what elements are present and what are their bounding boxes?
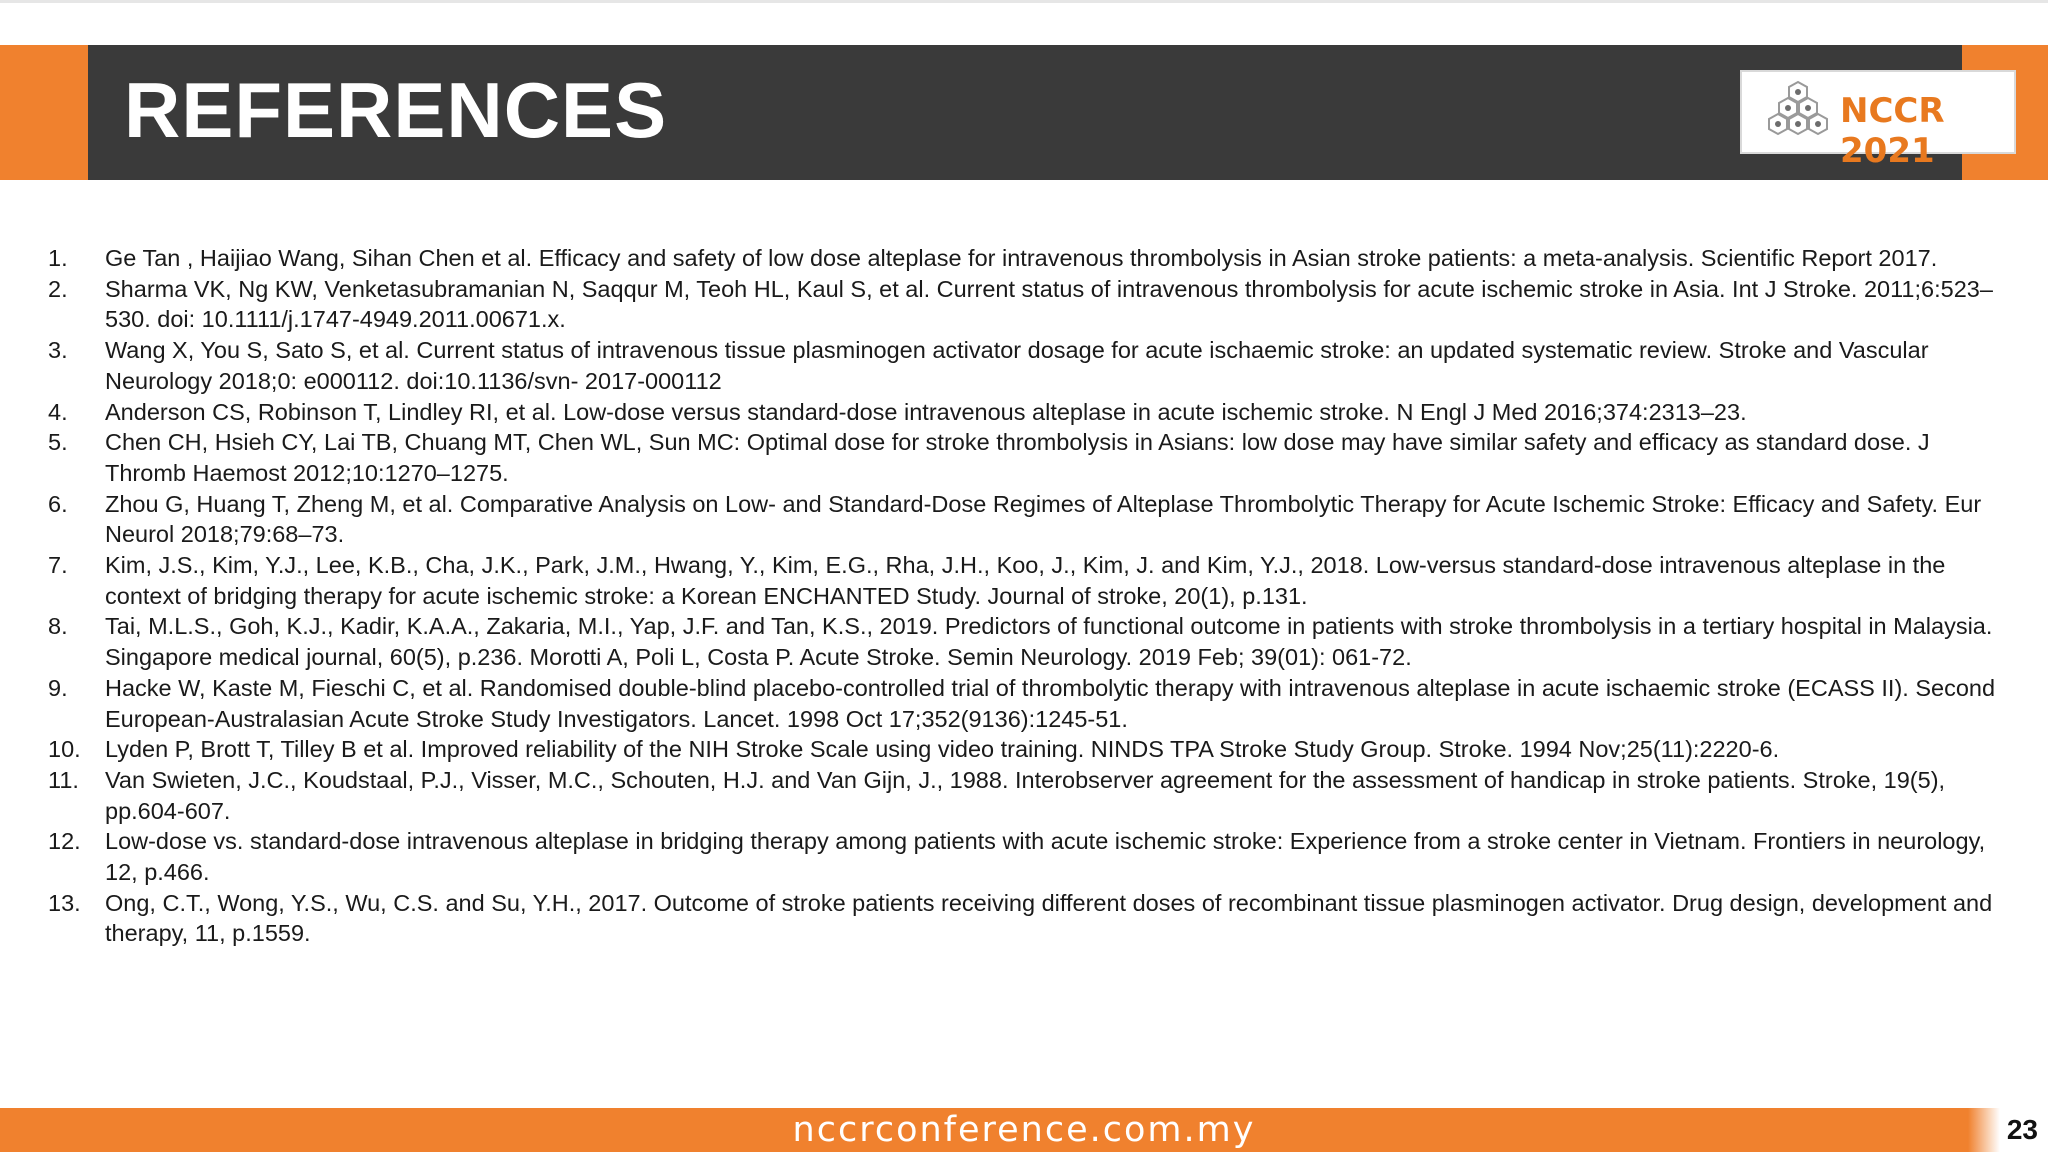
reference-text: Hacke W, Kaste M, Fieschi C, et al. Randomised double-blind placebo-controlled trial of thrombolytic therapy with intravenous alteplase in acute ischaemic stroke (ECASS II). Second European-Australasian Acute Stroke Study Investigators. Lancet. 1998 Oct 17;352(9136):1245-51. bbox=[105, 674, 1996, 732]
reference-item bbox=[0, 826, 2048, 887]
page-number-box bbox=[1968, 1108, 2048, 1152]
footer-url: nccrconference.com.my bbox=[792, 1110, 1256, 1150]
title-bar bbox=[88, 45, 1962, 180]
reference-item bbox=[0, 673, 2048, 734]
reference-number: 1. bbox=[48, 245, 68, 271]
reference-number: 12. bbox=[48, 828, 81, 855]
reference-item bbox=[0, 427, 2048, 488]
reference-number: 9. bbox=[48, 674, 68, 701]
reference-text: Sharma VK, Ng KW, Venketasubramanian N, Saqqur M, Teoh HL, Kaul S, et al. Current status of intravenous thrombolysis for acute ischemic stroke in Asia. Int J Stroke. 2011;6:523–530. doi: 10.1111/j.1747-4949.2011.00671.x. bbox=[105, 275, 1993, 333]
reference-number: 7. bbox=[48, 552, 68, 579]
reference-item bbox=[0, 734, 2048, 765]
reference-number: 5. bbox=[48, 429, 68, 456]
top-rule bbox=[0, 0, 2048, 3]
reference-item bbox=[0, 611, 2048, 672]
reference-item bbox=[0, 489, 2048, 550]
reference-text: Wang X, You S, Sato S, et al. Current status of intravenous tissue plasminogen activator dosage for acute ischaemic stroke: an updated systematic review. Stroke and Vascular Neurology 2018;0: e000112. doi:10.1136/svn- 2017-000112 bbox=[105, 337, 1929, 394]
reference-text: Tai, M.L.S., Goh, K.J., Kadir, K.A.A., Zakaria, M.I., Yap, J.F. and Tan, K.S., 2019. Predictors of functional outcome in patients with stroke thrombolysis in a tertiary hospital in Malaysia. Singapore medical journal, 60(5), p.236. Morotti A, Poli L, Costa P. Acute Stroke. Semin Neurology. 2019 Feb; 39(01): 061-72. bbox=[105, 613, 1993, 671]
reference-item bbox=[0, 397, 2048, 428]
reference-item bbox=[0, 888, 2048, 949]
reference-text: Van Swieten, J.C., Koudstaal, P.J., Visser, M.C., Schouten, H.J. and Van Gijn, J., 1988. Interobserver agreement for the assessment of handicap in stroke patients. Stroke, 19(5), pp.604-607. bbox=[105, 766, 1946, 824]
reference-list bbox=[0, 243, 2048, 949]
reference-number: 6. bbox=[48, 490, 68, 517]
reference-item bbox=[0, 335, 2048, 396]
reference-item bbox=[0, 550, 2048, 611]
reference-text: Chen CH, Hsieh CY, Lai TB, Chuang MT, Chen WL, Sun MC: Optimal dose for stroke thrombolysis in Asians: low dose may have similar safety and efficacy as standard dose. J Thromb Haemost 2012;10:1270–1275. bbox=[105, 429, 1930, 486]
reference-number: 10. bbox=[48, 736, 81, 763]
reference-number: 3. bbox=[48, 337, 68, 364]
reference-text: Low-dose vs. standard-dose intravenous alteplase in bridging therapy among patients with acute ischemic stroke: Experience from a stroke center in Vietnam. Frontiers in neurology, 12, p.466. bbox=[105, 828, 1986, 886]
reference-number: 11. bbox=[48, 766, 79, 793]
footer-band bbox=[0, 1108, 2048, 1152]
logo-text: NCCR 2021 bbox=[1840, 91, 1945, 171]
reference-text: Anderson CS, Robinson T, Lindley RI, et al. Low-dose versus standard-dose intravenous alteplase in acute ischemic stroke. N Engl J Med 2016;374:2313–23. bbox=[105, 398, 1747, 425]
reference-item bbox=[0, 243, 2048, 274]
reference-item bbox=[0, 274, 2048, 335]
reference-text: Ge Tan , Haijiao Wang, Sihan Chen et al. Efficacy and safety of low dose alteplase for intravenous thrombolysis in Asian stroke patients: a meta-analysis. Scientific Report 2017. bbox=[105, 245, 1938, 271]
reference-item bbox=[0, 765, 2048, 826]
page-number: 23 bbox=[2006, 1114, 2038, 1145]
reference-text: Ong, C.T., Wong, Y.S., Wu, C.S. and Su, Y.H., 2017. Outcome of stroke patients receiving different doses of recombinant tissue plasminogen activator. Drug design, development and therapy, 11, p.1559. bbox=[105, 889, 1993, 947]
reference-number: 8. bbox=[48, 613, 68, 640]
reference-text: Kim, J.S., Kim, Y.J., Lee, K.B., Cha, J.K., Park, J.M., Hwang, Y., Kim, E.G., Rha, J.H., Koo, J., Kim, J. and Kim, Y.J., 2018. Low-versus standard-dose intravenous alteplase in the context of bridging therapy for acute ischemic stroke: a Korean ENCHANTED Study. Journal of stroke, 20(1), p.131. bbox=[105, 552, 1946, 609]
reference-text: Zhou G, Huang T, Zheng M, et al. Comparative Analysis on Low- and Standard-Dose Regimes of Alteplase Thrombolytic Therapy for Acute Ischemic Stroke: Efficacy and Safety. Eur Neurol 2018;79:68–73. bbox=[105, 490, 1982, 548]
reference-number: 13. bbox=[48, 889, 81, 916]
page-title: REFERENCES bbox=[124, 66, 668, 154]
reference-text: Lyden P, Brott T, Tilley B et al. Improved reliability of the NIH Stroke Scale using video training. NINDS TPA Stroke Study Group. Stroke. 1994 Nov;25(11):2220-6. bbox=[105, 736, 1780, 763]
conference-logo bbox=[1740, 70, 2016, 171]
reference-number: 2. bbox=[48, 275, 68, 302]
reference-number: 4. bbox=[48, 398, 68, 425]
